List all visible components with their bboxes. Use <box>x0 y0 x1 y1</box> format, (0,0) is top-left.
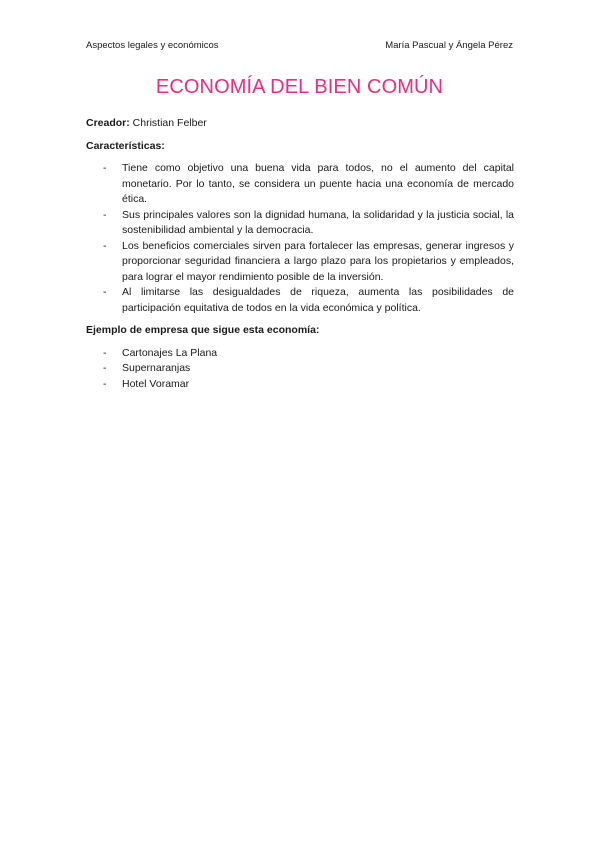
characteristics-list <box>86 161 514 316</box>
dash-bullet: - <box>103 239 107 252</box>
dash-bullet: - <box>103 208 107 221</box>
list-item <box>86 377 514 393</box>
list-item-text: Tiene como objetivo una buena vida para todos, no el aumento del capital monetario. Por lo tanto, se considera un puente hacia una economía de mercado ética. <box>122 162 514 205</box>
dash-bullet: - <box>103 362 107 374</box>
examples-list <box>86 346 514 393</box>
document-body <box>86 116 514 399</box>
list-item <box>86 361 514 377</box>
list-item-text: Al limitarse las desigualdades de riqueza, aumenta las posibilidades de participación equitativa de todos en la vida económica y política. <box>122 286 514 314</box>
dash-bullet: - <box>103 377 107 390</box>
header-left-text: Aspectos legales y económicos <box>86 39 219 51</box>
list-item-text: Supernaranjas <box>122 362 191 374</box>
header-right-text: María Pascual y Ángela Pérez <box>385 39 513 51</box>
list-item <box>86 285 514 316</box>
list-item-text: Los beneficios comerciales sirven para fortalecer las empresas, generar ingresos y proporcionar seguridad financiera a largo plazo para los propietarios y empleados, para lograr el mayor rendimiento posible de la inversión. <box>122 239 514 283</box>
list-item <box>86 346 514 362</box>
list-item-text: Cartonajes La Plana <box>122 346 218 359</box>
list-item-text: Hotel Voramar <box>122 377 190 390</box>
list-item-text: Sus principales valores son la dignidad humana, la solidaridad y la justicia social, la sostenibilidad ambiental y la democracia. <box>122 208 514 236</box>
creator-line <box>86 116 514 132</box>
dash-bullet: - <box>103 346 107 359</box>
list-item <box>86 239 514 286</box>
page-header <box>86 38 513 52</box>
dash-bullet: - <box>103 286 107 298</box>
document-title: ECONOMÍA DEL BIEN COMÚN <box>155 76 444 98</box>
creator-label: Creador: <box>86 117 130 129</box>
creator-value: Christian Felber <box>129 117 207 129</box>
dash-bullet: - <box>103 162 107 174</box>
characteristics-heading: Características: <box>86 139 165 152</box>
list-item <box>86 208 514 239</box>
list-item <box>86 161 514 208</box>
examples-heading: Ejemplo de empresa que sigue esta economía: <box>86 324 320 336</box>
